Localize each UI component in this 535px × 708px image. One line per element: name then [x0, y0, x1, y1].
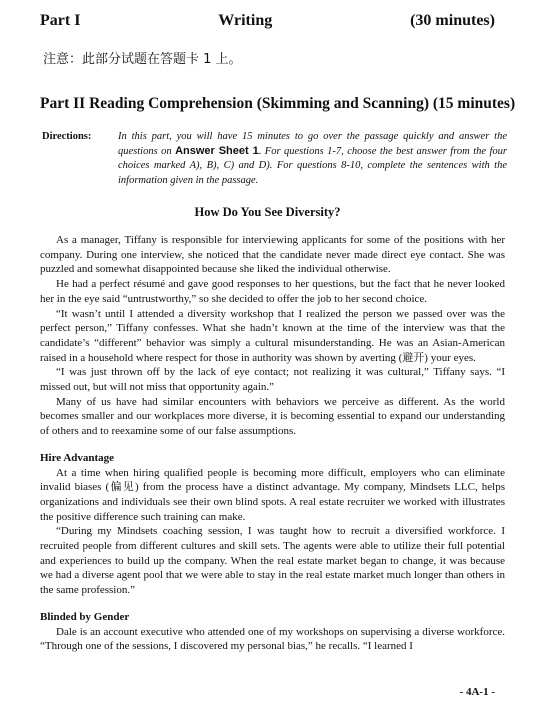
page-number: - 4A-1 - [459, 686, 495, 698]
directions-label: Directions: [42, 131, 92, 142]
section-heading-blinded-by-gender: Blinded by Gender [40, 610, 130, 623]
paragraph: “During my Mindsets coaching session, I was taught how to recruit a diversified workforce. I recruited people from different cultures and skill sets. The agents were able to utilize their full potential and experiences to build up the company. When the real estate market began to change, it was because we had a diverse agent pool that we were able to stay in the real estate market much longer than others in the same profession.” [40, 525, 505, 597]
paragraph: He had a perfect résumé and gave good responses to her questions, but the fact that he never looked her in the eye said “untrustworthy,” so she decided to offer the job to her second choice. [40, 278, 505, 305]
directions-block [42, 130, 507, 188]
part1-title: Writing [218, 12, 273, 29]
paragraph: Many of us have had similar encounters with behaviors we perceive as different. As the world becomes smaller and our workplaces more diverse, it is becoming essential to expand our understanding of others and to reexamine some of our false assumptions. [40, 395, 505, 438]
directions-text-after: . For questions 1-7, choose the best answer from the four choices marked A), B), C) and D). For questions 8-10, complete the sentences with the information given in the passage. [118, 146, 507, 186]
part1-label: Part I [40, 12, 81, 29]
paragraph: As a manager, Tiffany is responsible for interviewing applicants for some of the positions with her company. During one interview, she noticed that the candidate never made direct eye contact. She was puzzled and somewhat disappointed because she liked the individual otherwise. [40, 234, 505, 276]
part1-time: (30 minutes) [410, 12, 495, 29]
article-body [40, 233, 505, 654]
part2-heading: Part II Reading Comprehension (Skimming and Scanning) (15 minutes) [40, 95, 516, 112]
section-heading-hire-advantage: Hire Advantage [40, 451, 115, 464]
answer-sheet-notice: 注意：此部分试题在答题卡 1 上。 [43, 52, 242, 67]
directions-text [118, 130, 507, 188]
directions-text-before: In this part, you will have 15 minutes to go over the passage quickly and answer the questions on [118, 131, 507, 158]
paragraph: “I was just thrown off by the lack of eye contact; not realizing it was cultural,” Tiffany says. “I missed out, but will not miss that opportunity again.” [40, 366, 505, 394]
paragraph: At a time when hiring qualified people is becoming more difficult, employers who can eliminate invalid biases (偏见) from the process have a distinct advantage. My company, Mindsets LLC, helps organizations and individuals see their own blind spots. A real estate recruiter we worked with illustrates the positive difference such training can make. [40, 466, 505, 523]
article-title: How Do You See Diversity? [194, 205, 341, 219]
paragraph: “It wasn’t until I attended a diversity workshop that I realized the person we passed over was the perfect person,” Tiffany confesses. What she hadn’t known at the time of the interview was that the candidate’s “different” behavior was simply a cultural misunderstanding. He was an Asian-American raised in a household where respect for those in authority was shown by averting (避开) your eyes. [40, 307, 505, 364]
paragraph: Dale is an account executive who attended one of my workshops on supervising a diverse workforce. “Through one of the sessions, I discovered my personal bias,” he recalls. “I learned I [40, 625, 505, 653]
answer-sheet-label: Answer Sheet 1 [175, 145, 259, 158]
part1-header [40, 12, 495, 30]
